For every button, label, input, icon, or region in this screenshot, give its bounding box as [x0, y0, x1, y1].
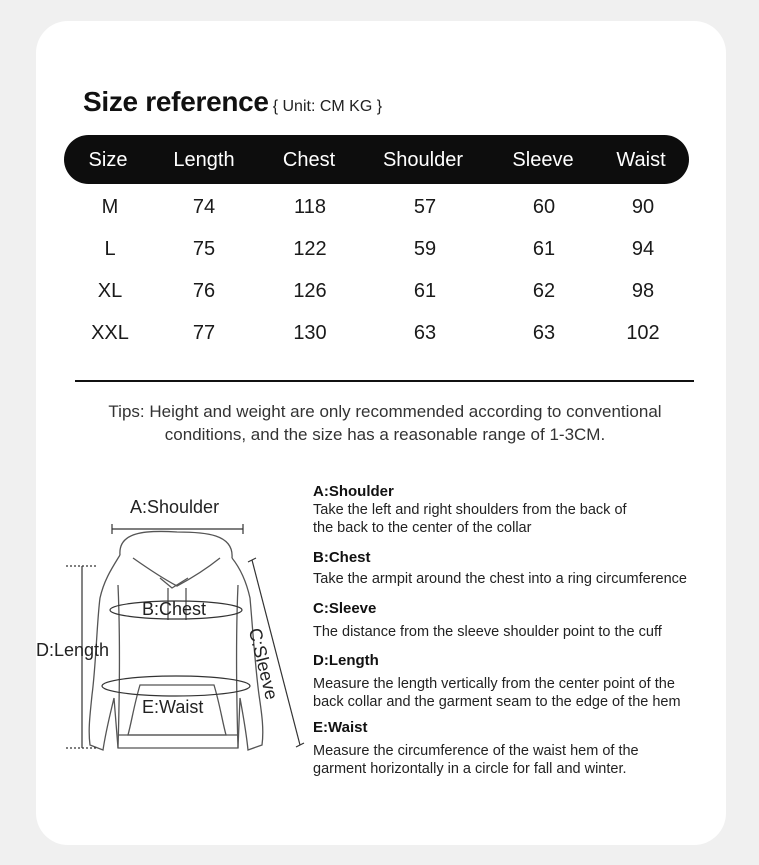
tips-line-2: conditions, and the size has a reasonable range of 1-3CM. [164, 425, 606, 444]
def-sleeve-title: C:Sleeve [313, 600, 377, 617]
cell-length: 77 [192, 322, 216, 344]
title-row [83, 86, 382, 118]
def-shoulder-line-2: the back to the center of the collar [313, 520, 532, 536]
cell-shoulder: 57 [413, 196, 437, 218]
cell-waist: 94 [631, 238, 655, 260]
header-size: Size [88, 149, 128, 171]
cell-length: 76 [192, 280, 216, 302]
table-row [0, 322, 759, 352]
header-chest: Chest [282, 149, 336, 171]
diagram-label-length: D:Length [36, 640, 110, 660]
page-title: Size reference [83, 86, 269, 117]
def-length-line-2: back collar and the garment seam to the edge of the hem [313, 694, 681, 710]
cell-size: XXL [91, 322, 129, 344]
cell-shoulder: 63 [413, 322, 437, 344]
diagram-label-sleeve: C:Sleeve [244, 625, 282, 702]
table-row [0, 238, 759, 268]
def-shoulder-line-1: Take the left and right shoulders from the back of [313, 502, 627, 518]
tips-text [60, 400, 710, 446]
header-shoulder: Shoulder [382, 149, 464, 171]
cell-chest: 122 [293, 238, 327, 260]
cell-shoulder: 61 [413, 280, 437, 302]
cell-sleeve: 63 [532, 322, 556, 344]
def-chest-line-1: Take the armpit around the chest into a ring circumference [313, 571, 687, 587]
cell-sleeve: 60 [532, 196, 556, 218]
header-waist: Waist [616, 149, 666, 171]
def-shoulder-title: A:Shoulder [313, 483, 394, 500]
cell-chest: 130 [293, 322, 327, 344]
diagram-label-chest: B:Chest [142, 599, 207, 619]
def-length-title: D:Length [313, 652, 379, 669]
table-row [0, 196, 759, 226]
cell-chest: 118 [294, 196, 326, 218]
cell-size: L [104, 238, 116, 260]
cell-size: XL [97, 280, 123, 302]
cell-shoulder: 59 [413, 238, 437, 260]
hoodie-diagram [0, 480, 310, 780]
def-waist-title: E:Waist [313, 719, 368, 736]
cell-sleeve: 62 [532, 280, 556, 302]
header-length: Length [173, 149, 235, 171]
def-chest-title: B:Chest [313, 549, 371, 566]
cell-size: M [101, 196, 119, 218]
cell-length: 75 [192, 238, 216, 260]
cell-chest: 126 [293, 280, 327, 302]
diagram-label-shoulder: A:Shoulder [130, 497, 220, 517]
table-row [0, 280, 759, 310]
table-header [64, 135, 689, 184]
cell-length: 74 [192, 196, 216, 218]
diagram-label-waist: E:Waist [142, 697, 204, 717]
tips-line-1: Tips: Height and weight are only recommended according to conventional [108, 402, 662, 421]
unit-label: { Unit: CM KG } [272, 98, 383, 115]
cell-sleeve: 61 [532, 238, 556, 260]
def-waist-line-1: Measure the circumference of the waist hem of the [313, 743, 639, 759]
header-sleeve: Sleeve [512, 149, 574, 171]
def-sleeve-line-1: The distance from the sleeve shoulder point to the cuff [313, 624, 662, 640]
def-waist-line-2: garment horizontally in a circle for fall and winter. [313, 761, 627, 777]
cell-waist: 102 [626, 322, 660, 344]
def-length-line-1: Measure the length vertically from the center point of the [313, 676, 675, 692]
divider [75, 380, 694, 382]
cell-waist: 90 [631, 196, 655, 218]
cell-waist: 98 [631, 280, 655, 302]
